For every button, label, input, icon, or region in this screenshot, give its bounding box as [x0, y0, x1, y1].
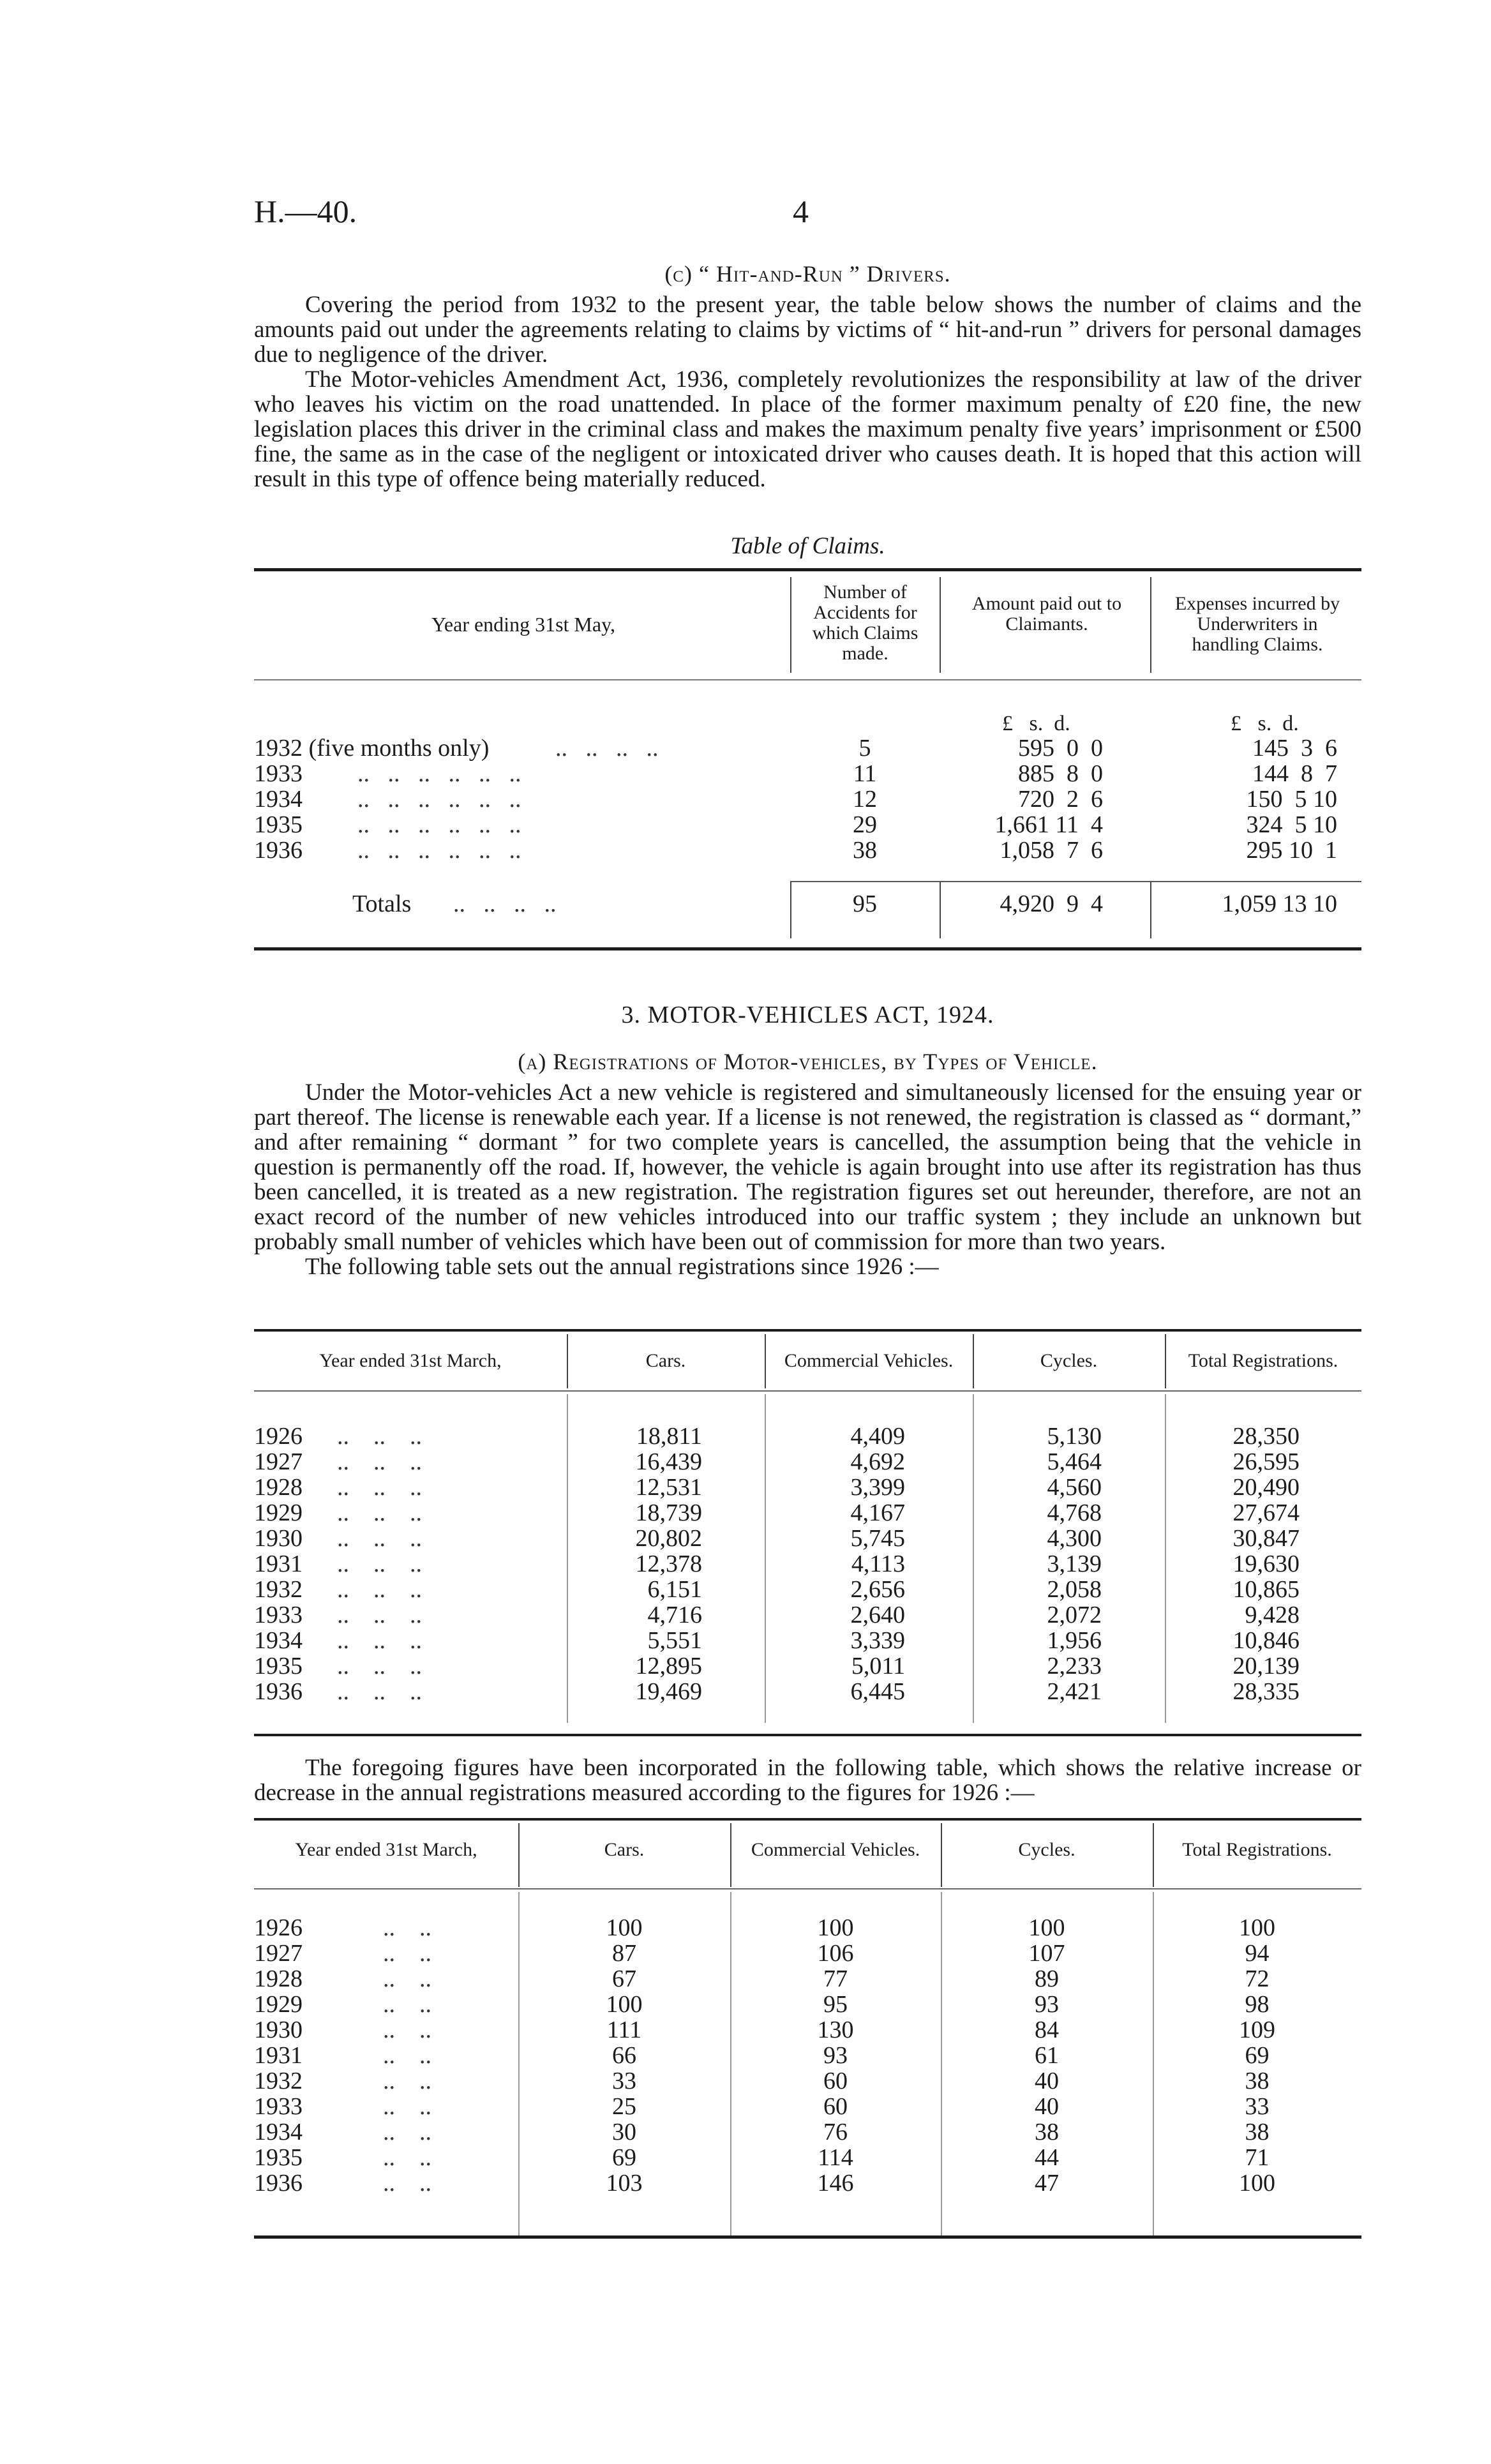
leader-dots: .. .. .. — [337, 1525, 422, 1552]
col-header-amount: Amount paid out to Claimants. — [971, 593, 1122, 635]
total-cell: 100 — [1239, 2170, 1275, 2197]
commercial-cell: 93 — [823, 2042, 848, 2069]
leader-dots: .. .. — [383, 1940, 431, 1967]
subsection-title-registrations: (a) Registrations of Motor-vehicles, by Types of Vehicle. — [518, 1049, 1098, 1074]
column-divider — [567, 1394, 568, 1723]
commercial-cell: 4,113 — [851, 1551, 905, 1577]
table-caption: Table of Claims. — [730, 533, 885, 559]
column-divider — [940, 881, 941, 938]
section-heading-motor-act: 3. MOTOR-VEHICLES ACT, 1924. — [621, 1002, 994, 1028]
cycles-cell: 44 — [1035, 2144, 1059, 2171]
total-cell: 26,595 — [1233, 1448, 1300, 1475]
leader-dots: .. .. .. .. .. .. — [357, 760, 521, 787]
claims-cell: 12 — [853, 786, 877, 813]
cycles-cell: 93 — [1035, 1991, 1059, 2018]
cars-cell: 16,439 — [635, 1448, 702, 1475]
leader-dots: .. .. .. .. .. .. — [357, 811, 521, 838]
col-header-cycles: Cycles. — [1040, 1350, 1098, 1371]
table-rule — [254, 568, 1361, 571]
year-cell: 1931 — [254, 1551, 303, 1577]
year-cell: 1932 (five months only) — [254, 735, 490, 762]
leader-dots: .. .. .. .. .. .. — [357, 786, 521, 813]
total-cell: 71 — [1245, 2144, 1270, 2171]
amount-cell: 1,661 11 4 — [994, 811, 1103, 838]
cars-cell: 12,531 — [635, 1474, 702, 1501]
commercial-cell: 60 — [823, 2093, 848, 2120]
cycles-cell: 47 — [1035, 2170, 1059, 2197]
leader-dots: .. .. .. — [337, 1653, 422, 1679]
col-header-accidents: Number of Accidents for which Claims made. — [812, 582, 918, 664]
commercial-cell: 146 — [817, 2170, 854, 2197]
commercial-cell: 77 — [823, 1965, 848, 1992]
amount-cell: 885 8 0 — [1018, 760, 1103, 787]
cycles-cell: 4,300 — [1047, 1525, 1102, 1552]
expenses-cell: 144 8 7 — [1252, 760, 1337, 787]
leader-dots: .. .. .. — [337, 1474, 422, 1501]
leader-dots: .. .. — [383, 2144, 431, 2171]
year-cell: 1928 — [254, 1965, 303, 1992]
year-cell: 1936 — [254, 837, 303, 864]
cars-cell: 111 — [606, 2017, 642, 2043]
cycles-cell: 107 — [1028, 1940, 1065, 1967]
year-cell: 1935 — [254, 811, 303, 838]
foregoing-paragraph — [254, 1755, 1361, 1805]
total-cell: 109 — [1239, 2017, 1275, 2043]
year-cell: 1930 — [254, 2017, 303, 2043]
totals-label: Totals — [352, 890, 412, 917]
cycles-cell: 5,130 — [1047, 1423, 1102, 1450]
section-title-hit-and-run: (c) “ Hit-and-Run ” Drivers. — [664, 261, 951, 287]
cycles-cell: 2,233 — [1047, 1653, 1102, 1679]
expenses-cell: 150 5 10 — [1246, 786, 1337, 813]
cars-cell: 4,716 — [647, 1602, 702, 1628]
cars-cell: 18,811 — [636, 1423, 702, 1450]
column-divider — [1150, 577, 1151, 673]
year-cell: 1929 — [254, 1499, 303, 1526]
cycles-cell: 5,464 — [1047, 1448, 1102, 1475]
paragraph: Covering the period from 1932 to the present year, the table below shows the number of claims and the amounts paid out under the agreements relating to claims by victims of “ hit-and-run ” drivers for personal damages due to negligence of the driver. — [254, 292, 1361, 368]
amount-total: 4,920 9 4 — [1000, 890, 1103, 917]
leader-dots: .. .. .. — [337, 1627, 422, 1654]
commercial-cell: 5,011 — [851, 1653, 905, 1679]
col-header-expenses: Expenses incurred by Underwriters in handling Claims. — [1174, 593, 1340, 655]
paragraph: The foregoing figures have been incorporated in the following table, which shows the relative increase or decrease in the annual registrations measured according to the figures for 1926 :— — [254, 1755, 1361, 1806]
total-cell: 69 — [1245, 2042, 1270, 2069]
total-cell: 10,865 — [1233, 1576, 1300, 1603]
year-cell: 1927 — [254, 1940, 303, 1967]
leader-dots: .. .. .. — [337, 1576, 422, 1603]
cycles-cell: 3,139 — [1047, 1551, 1102, 1577]
col-header-commercial: Commercial Vehicles. — [751, 1839, 920, 1860]
claims-cell: 11 — [853, 760, 877, 787]
column-divider — [790, 577, 791, 673]
cars-cell: 20,802 — [635, 1525, 702, 1552]
leader-dots: .. .. — [383, 1965, 431, 1992]
year-cell: 1934 — [254, 1627, 303, 1654]
table-rule — [254, 1818, 1361, 1821]
total-cell: 27,674 — [1233, 1499, 1300, 1526]
year-cell: 1932 — [254, 2068, 303, 2094]
leader-dots: .. .. — [383, 2017, 431, 2043]
leader-dots: .. .. — [383, 2170, 431, 2197]
total-cell: 28,350 — [1233, 1423, 1300, 1450]
cars-cell: 18,739 — [635, 1499, 702, 1526]
cycles-cell: 4,560 — [1047, 1474, 1102, 1501]
cars-cell: 69 — [612, 2144, 636, 2171]
cars-cell: 19,469 — [635, 1678, 702, 1705]
col-header-year: Year ended 31st March, — [295, 1839, 477, 1860]
table-rule — [254, 1888, 1361, 1889]
col-header-year: Year ended 31st March, — [319, 1350, 502, 1371]
total-cell: 38 — [1245, 2119, 1270, 2145]
expenses-cell: 324 5 10 — [1246, 811, 1337, 838]
commercial-cell: 3,339 — [850, 1627, 905, 1654]
commercial-cell: 4,692 — [850, 1448, 905, 1475]
year-cell: 1933 — [254, 760, 303, 787]
table-rule — [254, 2235, 1361, 2239]
commercial-cell: 130 — [817, 2017, 854, 2043]
total-cell: 100 — [1239, 1914, 1275, 1941]
commercial-cell: 4,409 — [850, 1423, 905, 1450]
leader-dots: .. .. .. — [337, 1551, 422, 1577]
commercial-cell: 6,445 — [850, 1678, 905, 1705]
table-rule — [254, 947, 1361, 950]
leader-dots: .. .. .. — [337, 1423, 422, 1450]
currency-header: £ s. d. — [1002, 712, 1070, 735]
cycles-cell: 4,768 — [1047, 1499, 1102, 1526]
commercial-cell: 76 — [823, 2119, 848, 2145]
col-header-total: Total Registrations. — [1182, 1839, 1332, 1860]
amount-cell: 720 2 6 — [1018, 786, 1103, 813]
year-cell: 1932 — [254, 1576, 303, 1603]
commercial-cell: 2,640 — [850, 1602, 905, 1628]
total-cell: 28,335 — [1233, 1678, 1300, 1705]
cycles-cell: 38 — [1035, 2119, 1059, 2145]
cycles-cell: 1,956 — [1047, 1627, 1102, 1654]
commercial-cell: 2,656 — [850, 1576, 905, 1603]
report-code: H.—40. — [254, 193, 357, 229]
year-cell: 1933 — [254, 2093, 303, 2120]
claims-total: 95 — [853, 890, 877, 917]
leader-dots: .. .. .. .. — [453, 890, 557, 917]
amount-cell: 1,058 7 6 — [1000, 837, 1103, 864]
year-cell: 1935 — [254, 1653, 303, 1679]
page-number: 4 — [793, 193, 809, 229]
year-cell: 1927 — [254, 1448, 303, 1475]
leader-dots: .. .. .. — [337, 1448, 422, 1475]
year-cell: 1928 — [254, 1474, 303, 1501]
total-cell: 94 — [1245, 1940, 1270, 1967]
total-cell: 20,139 — [1233, 1653, 1300, 1679]
leader-dots: .. .. .. — [337, 1678, 422, 1705]
total-cell: 72 — [1245, 1965, 1270, 1992]
year-cell: 1936 — [254, 1678, 303, 1705]
commercial-cell: 3,399 — [850, 1474, 905, 1501]
cycles-cell: 100 — [1028, 1914, 1065, 1941]
cycles-cell: 89 — [1035, 1965, 1059, 1992]
cars-cell: 25 — [612, 2093, 636, 2120]
cars-cell: 100 — [606, 1991, 643, 2018]
column-divider — [1150, 881, 1151, 938]
cycles-cell: 40 — [1035, 2093, 1059, 2120]
expenses-cell: 295 10 1 — [1246, 837, 1337, 864]
leader-dots: .. .. — [383, 2068, 431, 2094]
cars-cell: 100 — [606, 1914, 643, 1941]
total-cell: 98 — [1245, 1991, 1270, 2018]
currency-header: £ s. d. — [1231, 712, 1299, 735]
commercial-cell: 4,167 — [850, 1499, 905, 1526]
cars-cell: 5,551 — [647, 1627, 702, 1654]
cars-cell: 12,895 — [635, 1653, 702, 1679]
paragraph: The Motor-vehicles Amendment Act, 1936, completely revolutionizes the responsibility at law of the driver who leaves his victim on the road unattended. In place of the former maximum penalty of £20 fine, the new legislation places this driver in the criminal class and makes the maximum penalty five years’ imprisonment or £500 fine, the same as in the case of the negligent or intoxicated driver who causes death. It is hoped that this action will result in this type of offence being materially reduced. — [254, 366, 1361, 492]
cars-cell: 30 — [612, 2119, 636, 2145]
amount-cell: 595 0 0 — [1018, 735, 1103, 762]
table-rule — [254, 1329, 1361, 1332]
table-rule — [254, 679, 1361, 680]
column-divider — [973, 1394, 974, 1723]
column-divider — [765, 1394, 766, 1723]
total-cell: 38 — [1245, 2068, 1270, 2094]
claims-cell: 5 — [858, 735, 871, 762]
cars-cell: 33 — [612, 2068, 636, 2094]
totals-rule — [790, 881, 1361, 882]
commercial-cell: 95 — [823, 1991, 848, 2018]
commercial-cell: 5,745 — [850, 1525, 905, 1552]
paragraph: The following table sets out the annual registrations since 1926 :— — [305, 1254, 939, 1280]
cars-cell: 66 — [612, 2042, 636, 2069]
column-divider — [940, 577, 941, 673]
cycles-cell: 40 — [1035, 2068, 1059, 2094]
motor-act-paragraphs — [254, 1080, 1361, 1279]
leader-dots: .. .. .. .. — [555, 735, 659, 762]
year-cell: 1934 — [254, 786, 303, 813]
cycles-cell: 2,058 — [1047, 1576, 1102, 1603]
commercial-cell: 114 — [818, 2144, 853, 2171]
cycles-cell: 2,421 — [1047, 1678, 1102, 1705]
total-cell: 33 — [1245, 2093, 1270, 2120]
leader-dots: .. .. — [383, 2119, 431, 2145]
year-cell: 1931 — [254, 2042, 303, 2069]
col-header-total: Total Registrations. — [1188, 1350, 1338, 1371]
cars-cell: 67 — [612, 1965, 636, 1992]
leader-dots: .. .. .. — [337, 1602, 422, 1628]
year-cell: 1930 — [254, 1525, 303, 1552]
expenses-total: 1,059 13 10 — [1222, 890, 1337, 917]
col-header-year: Year ending 31st May, — [431, 613, 615, 636]
leader-dots: .. .. .. — [337, 1499, 422, 1526]
year-cell: 1926 — [254, 1423, 303, 1450]
hit-and-run-paragraphs — [254, 292, 1361, 492]
cycles-cell: 61 — [1035, 2042, 1059, 2069]
total-cell: 20,490 — [1233, 1474, 1300, 1501]
table-rule — [254, 1390, 1361, 1392]
column-divider — [1165, 1394, 1166, 1723]
cars-cell: 103 — [606, 2170, 643, 2197]
cars-cell: 12,378 — [635, 1551, 702, 1577]
commercial-cell: 100 — [817, 1914, 854, 1941]
year-cell: 1935 — [254, 2144, 303, 2171]
total-cell: 19,630 — [1233, 1551, 1300, 1577]
year-cell: 1936 — [254, 2170, 303, 2197]
col-header-cars: Cars. — [604, 1839, 645, 1860]
total-cell: 9,428 — [1245, 1602, 1300, 1628]
table-rule — [254, 1734, 1361, 1736]
claims-cell: 38 — [853, 837, 877, 864]
leader-dots: .. .. — [383, 2093, 431, 2120]
leader-dots: .. .. — [383, 1914, 431, 1941]
year-cell: 1929 — [254, 1991, 303, 2018]
cycles-cell: 2,072 — [1047, 1602, 1102, 1628]
claims-cell: 29 — [853, 811, 877, 838]
cycles-cell: 84 — [1035, 2017, 1059, 2043]
year-cell: 1934 — [254, 2119, 303, 2145]
year-cell: 1933 — [254, 1602, 303, 1628]
col-header-cars: Cars. — [645, 1350, 686, 1371]
leader-dots: .. .. .. .. .. .. — [357, 837, 521, 864]
year-cell: 1926 — [254, 1914, 303, 1941]
cars-cell: 6,151 — [647, 1576, 702, 1603]
col-header-cycles: Cycles. — [1018, 1839, 1075, 1860]
commercial-cell: 60 — [823, 2068, 848, 2094]
leader-dots: .. .. — [383, 2042, 431, 2069]
leader-dots: .. .. — [383, 1991, 431, 2018]
col-header-commercial: Commercial Vehicles. — [784, 1350, 954, 1371]
commercial-cell: 106 — [817, 1940, 854, 1967]
cars-cell: 87 — [612, 1940, 636, 1967]
paragraph: Under the Motor-vehicles Act a new vehicle is registered and simultaneously licensed for the ensuing year or part thereof. The license is renewable each year. If a license is not renewed, the registration is classed as “ dormant,” and after remaining “ dormant ” for two complete years is cancelled, the assumption being that the vehicle in question is permanently off the road. If, however, the vehicle is again brought into use after its registration has thus been cancelled, it is treated as a new registration. The registration figures set out hereunder, therefore, are not an exact record of the number of new vehicles introduced into our traffic system ; they include an unknown but probably small number of vehicles which have been out of commission for more than two years. — [254, 1079, 1361, 1255]
total-cell: 30,847 — [1233, 1525, 1300, 1552]
expenses-cell: 145 3 6 — [1252, 735, 1337, 762]
total-cell: 10,846 — [1233, 1627, 1300, 1654]
